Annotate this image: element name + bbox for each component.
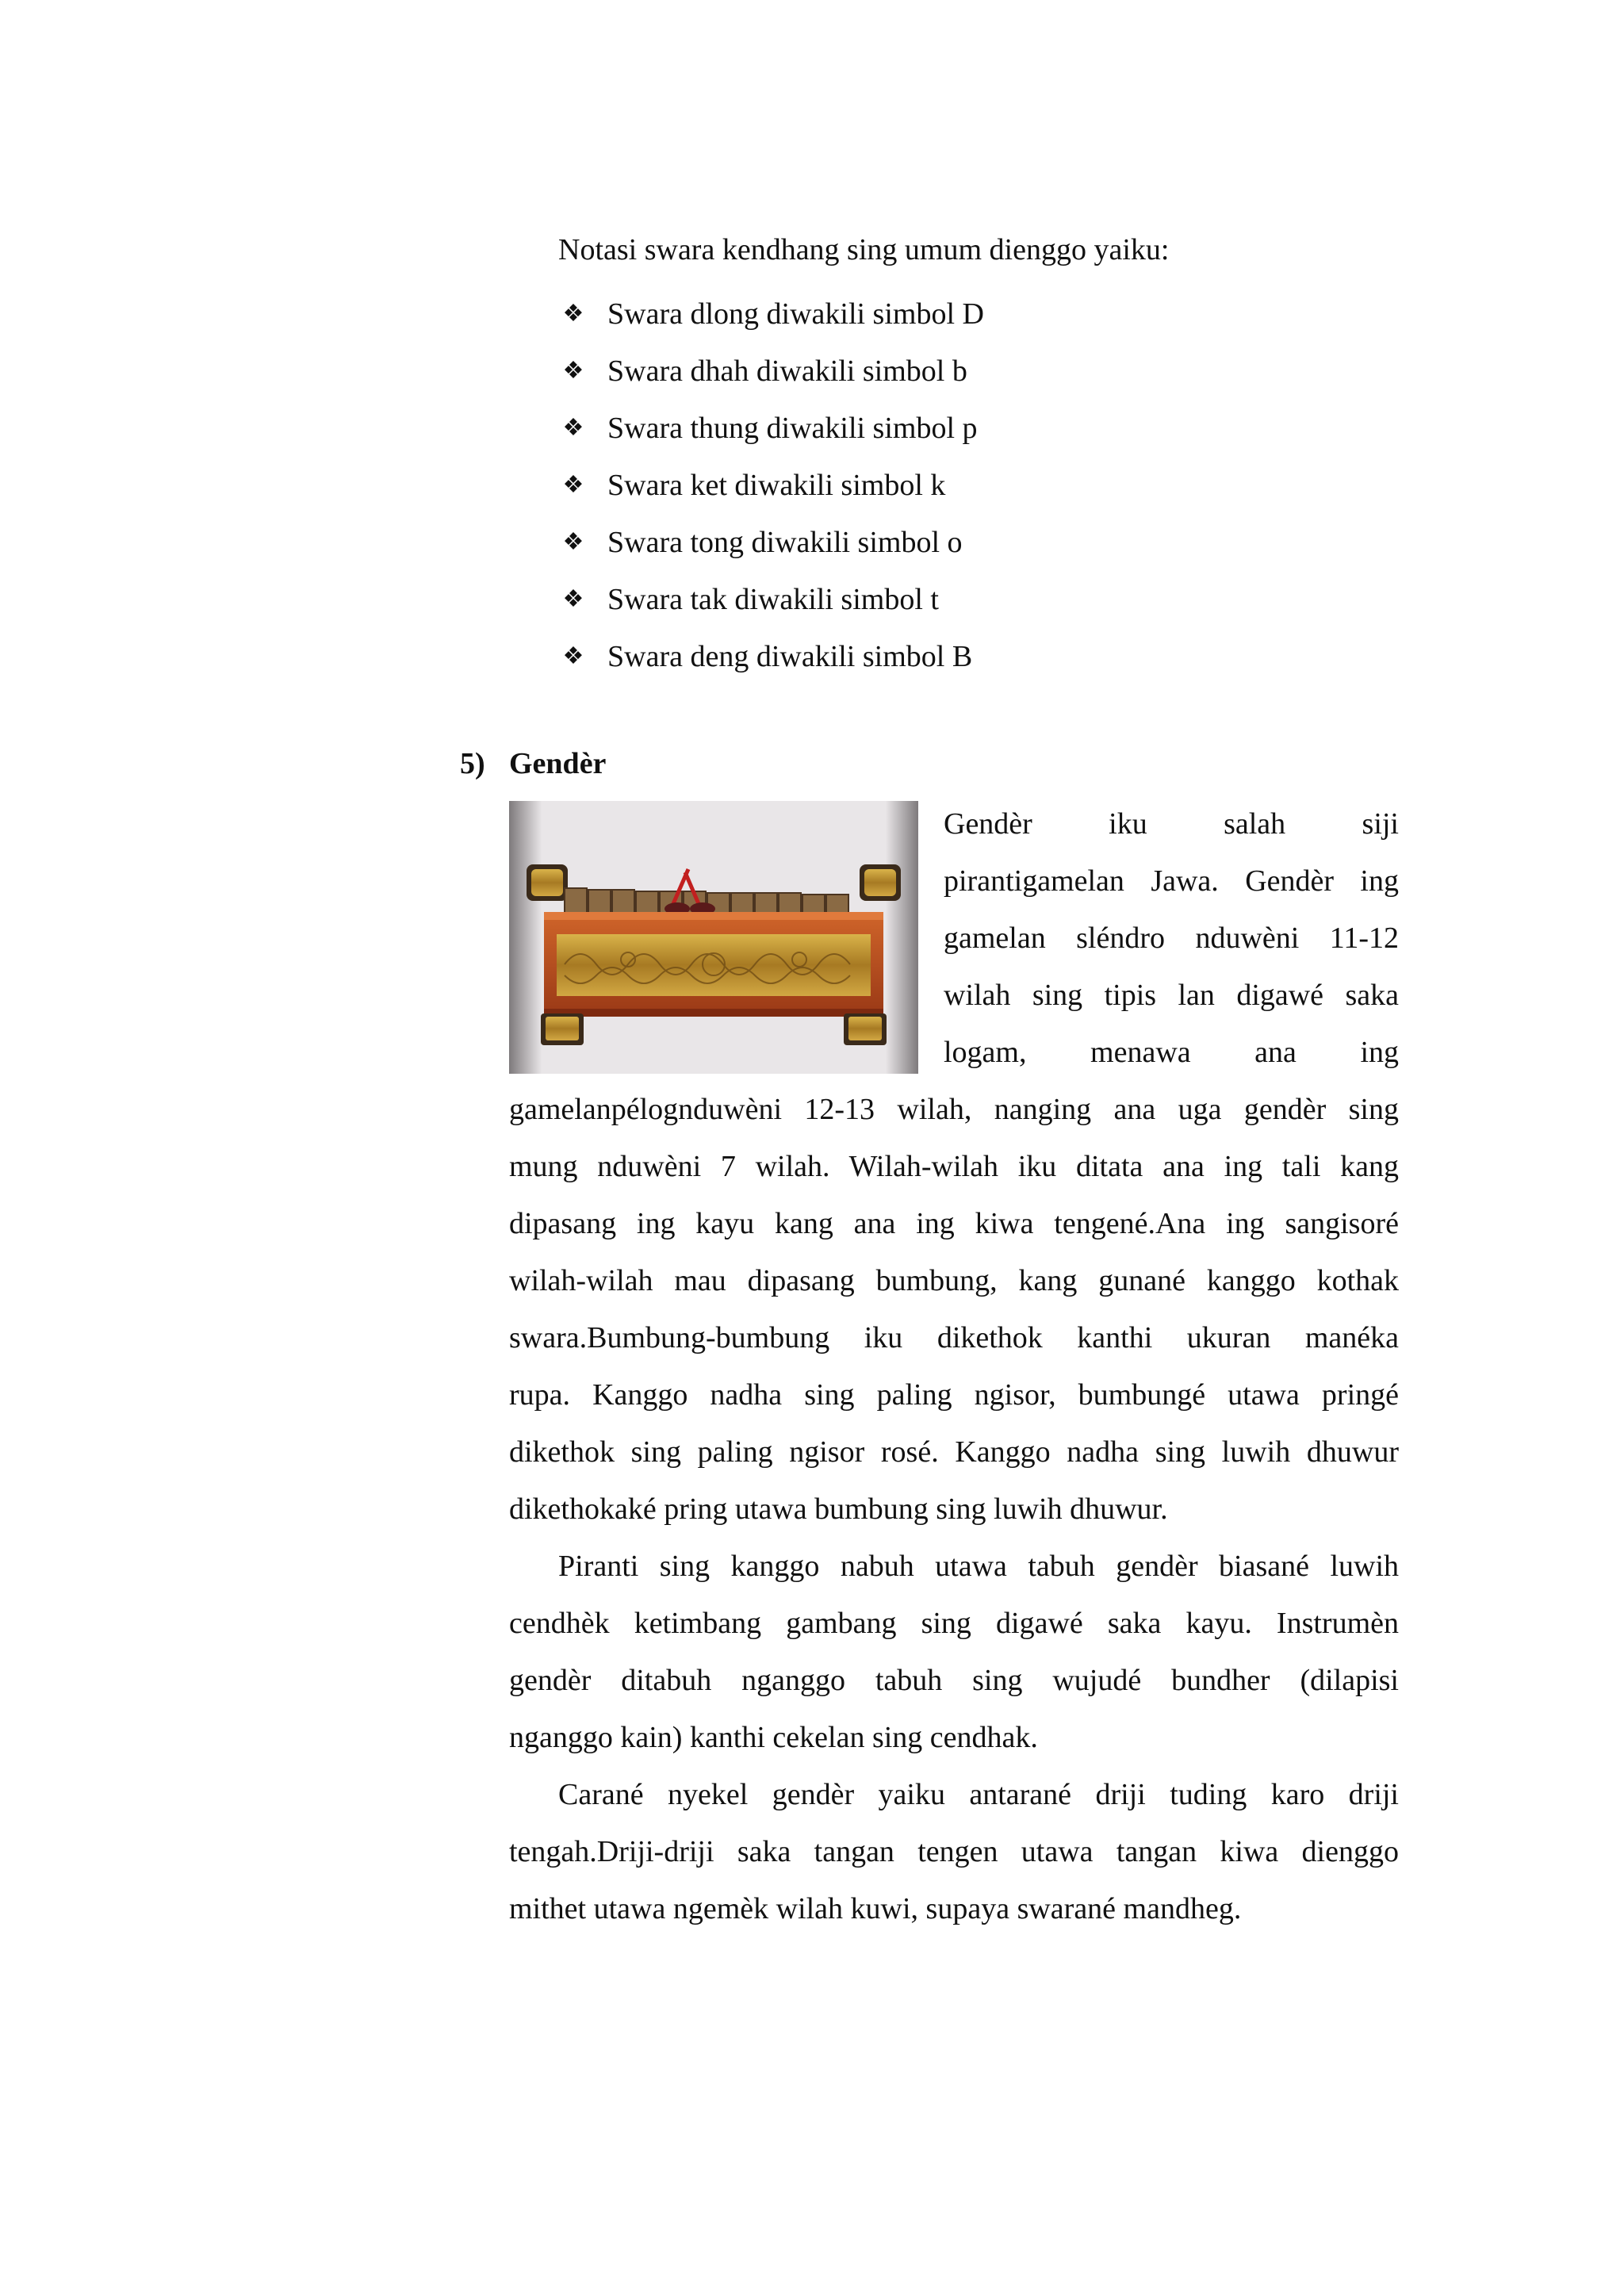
list-item-text: Swara tak diwakili simbol t: [607, 583, 939, 616]
paragraph-3: [509, 1772, 1399, 1943]
list-item: [558, 343, 984, 400]
diamond-bullet-icon: ❖: [562, 301, 584, 327]
diamond-bullet-icon: ❖: [562, 415, 584, 441]
diamond-bullet-icon: ❖: [562, 586, 584, 612]
diamond-bullet-icon: ❖: [562, 472, 584, 498]
text-line: mithet utawa ngemèk wilah kuwi, supaya swarané mandheg.: [509, 1892, 1242, 1925]
gender-instrument-photo: [509, 801, 918, 1074]
text-line: Gendèr iku salah siji: [944, 807, 1399, 841]
list-item-text: Swara tong diwakili simbol o: [607, 526, 963, 559]
list-item-text: Swara deng diwakili simbol B: [607, 640, 973, 673]
text-line: Piranti sing kanggo nabuh utawa tabuh gendèr biasané luwih: [558, 1550, 1399, 1583]
section-heading: [460, 741, 606, 787]
paragraph-2: [509, 1543, 1399, 1772]
gender-instrument-illustration: [509, 801, 918, 1074]
text-line: cendhèk ketimbang gambang sing digawé saka kayu. Instrumèn: [509, 1607, 1399, 1640]
diamond-bullet-icon: ❖: [562, 643, 584, 669]
text-line: dikethok sing paling ngisor rosé. Kanggo nadha sing luwih dhuwur: [509, 1435, 1399, 1469]
list-item-text: Swara dhah diwakili simbol b: [607, 354, 967, 388]
text-line: dipasang ing kayu kang ana ing kiwa tengené.Ana ing sangisoré: [509, 1207, 1399, 1240]
list-item: [558, 628, 984, 685]
text-line: dikethokaké pring utawa bumbung sing luwih dhuwur.: [509, 1492, 1168, 1526]
list-item-text: Swara thung diwakili simbol p: [607, 412, 978, 445]
section-title: Gendèr: [509, 747, 607, 780]
text-line: swara.Bumbung-bumbung iku dikethok kanthi ukuran manéka: [509, 1321, 1399, 1354]
wrapped-text-column: [944, 801, 1399, 1086]
text-line: logam, menawa ana ing: [944, 1036, 1399, 1069]
list-item-text: Swara ket diwakili simbol k: [607, 469, 946, 502]
list-item: [558, 285, 984, 343]
text-line: mung nduwèni 7 wilah. Wilah-wilah iku ditata ana ing tali kang: [509, 1150, 1399, 1183]
notation-list: [558, 285, 984, 685]
text-line: gendèr ditabuh nganggo tabuh sing wujudé bundher (dilapisi: [509, 1664, 1399, 1697]
text-line: Carané nyekel gendèr yaiku antarané driji tuding karo driji: [558, 1778, 1399, 1811]
intro-line: Notasi swara kendhang sing umum dienggo yaiku:: [558, 233, 1170, 266]
list-item: [558, 400, 984, 457]
text-line: rupa. Kanggo nadha sing paling ngisor, bumbungé utawa pringé: [509, 1378, 1399, 1412]
list-item: [558, 571, 984, 628]
section-number: 5): [460, 747, 485, 780]
list-item: [558, 457, 984, 514]
text-line: tengah.Driji-driji saka tangan tengen utawa tangan kiwa dienggo: [509, 1835, 1399, 1868]
text-line: gamelanpélognduwèni 12-13 wilah, nanging ana uga gendèr sing: [509, 1093, 1399, 1126]
text-line: wilah-wilah mau dipasang bumbung, kang gunané kanggo kothak: [509, 1264, 1399, 1297]
list-item: [558, 514, 984, 571]
paragraph-1: [509, 1086, 1399, 1543]
text-line: pirantigamelan Jawa. Gendèr ing: [944, 864, 1399, 898]
diamond-bullet-icon: ❖: [562, 529, 584, 555]
text-line: nganggo kain) kanthi cekelan sing cendhak.: [509, 1721, 1038, 1754]
list-item-text: Swara dlong diwakili simbol D: [607, 297, 984, 331]
text-line: wilah sing tipis lan digawé saka: [944, 979, 1399, 1012]
diamond-bullet-icon: ❖: [562, 358, 584, 384]
text-line: gamelan sléndro nduwèni 11-12: [944, 921, 1399, 955]
